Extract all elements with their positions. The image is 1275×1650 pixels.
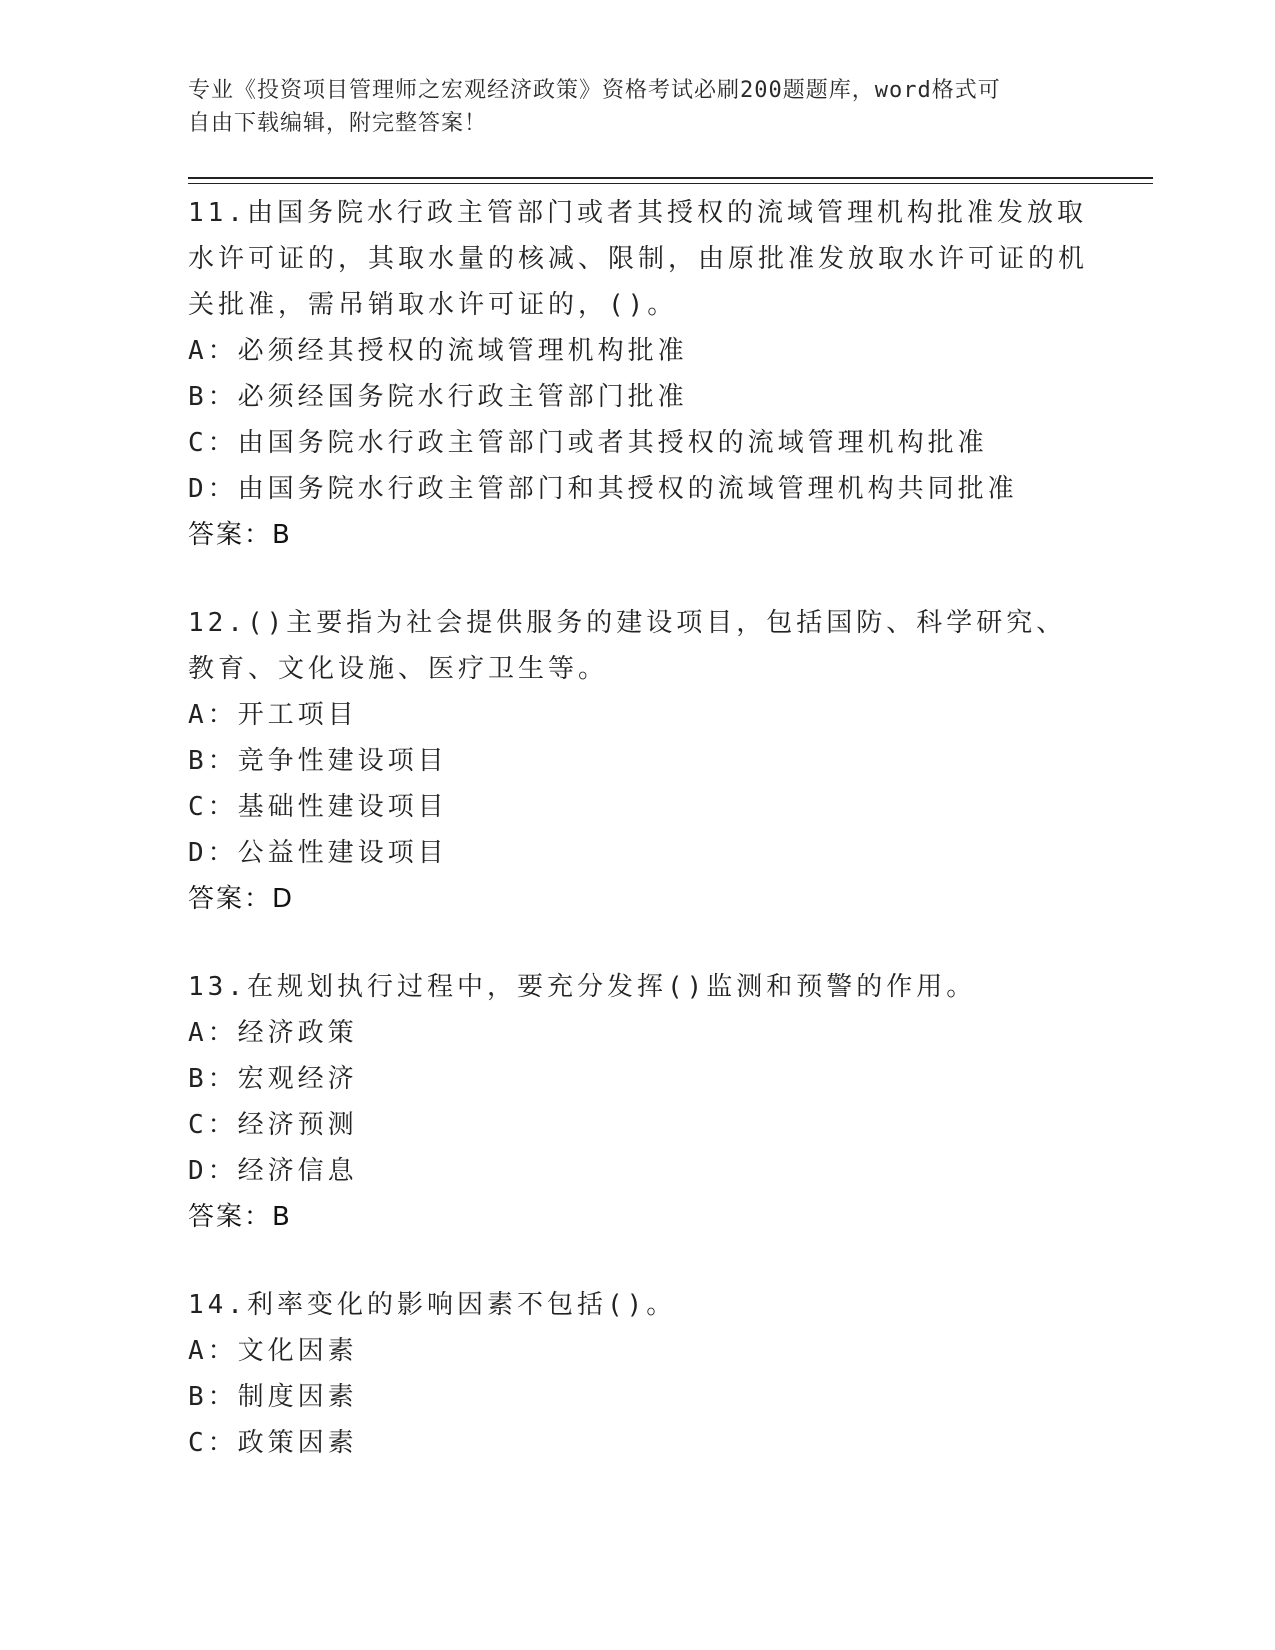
option-d: D：经济信息 bbox=[188, 1156, 358, 1186]
option-b: B：宏观经济 bbox=[188, 1064, 358, 1094]
question-14 bbox=[188, 1282, 1088, 1466]
option-c: C：基础性建设项目 bbox=[188, 792, 448, 822]
question-list bbox=[188, 190, 1088, 1508]
option-a: A：必须经其授权的流域管理机构批准 bbox=[188, 336, 688, 366]
answer-line: 答案：B bbox=[188, 1202, 292, 1232]
option-c: C：经济预测 bbox=[188, 1110, 358, 1140]
option-d: D：由国务院水行政主管部门和其授权的流域管理机构共同批准 bbox=[188, 474, 1018, 504]
answer-line: 答案：B bbox=[188, 520, 292, 550]
option-a: A：经济政策 bbox=[188, 1018, 358, 1048]
header-line-2: 自由下载编辑，附完整答案！ bbox=[188, 111, 488, 136]
question-11 bbox=[188, 190, 1088, 558]
header-divider-thin bbox=[188, 183, 1153, 184]
option-c: C：政策因素 bbox=[188, 1428, 358, 1458]
option-a: A：文化因素 bbox=[188, 1336, 358, 1366]
question-13 bbox=[188, 964, 1088, 1240]
option-b: B：必须经国务院水行政主管部门批准 bbox=[188, 382, 688, 412]
question-stem: 13.在规划执行过程中，要充分发挥()监测和预警的作用。 bbox=[188, 972, 977, 1002]
header-divider-thick bbox=[188, 177, 1153, 179]
question-stem: 14.利率变化的影响因素不包括()。 bbox=[188, 1290, 677, 1320]
answer-line: 答案：D bbox=[188, 884, 295, 914]
question-stem: 12.()主要指为社会提供服务的建设项目，包括国防、科学研究、教育、文化设施、医疗卫生等。 bbox=[188, 608, 1067, 684]
header-line-1: 专业《投资项目管理师之宏观经济政策》资格考试必刷200题题库，word格式可 bbox=[188, 78, 1001, 103]
question-stem: 11.由国务院水行政主管部门或者其授权的流域管理机构批准发放取水许可证的，其取水量的核减、限制，由原批准发放取水许可证的机关批准，需吊销取水许可证的，()。 bbox=[188, 198, 1089, 320]
document-header bbox=[188, 74, 1088, 140]
option-a: A：开工项目 bbox=[188, 700, 358, 730]
option-b: B：制度因素 bbox=[188, 1382, 358, 1412]
option-d: D：公益性建设项目 bbox=[188, 838, 448, 868]
question-12 bbox=[188, 600, 1088, 922]
option-b: B：竞争性建设项目 bbox=[188, 746, 448, 776]
option-c: C：由国务院水行政主管部门或者其授权的流域管理机构批准 bbox=[188, 428, 988, 458]
